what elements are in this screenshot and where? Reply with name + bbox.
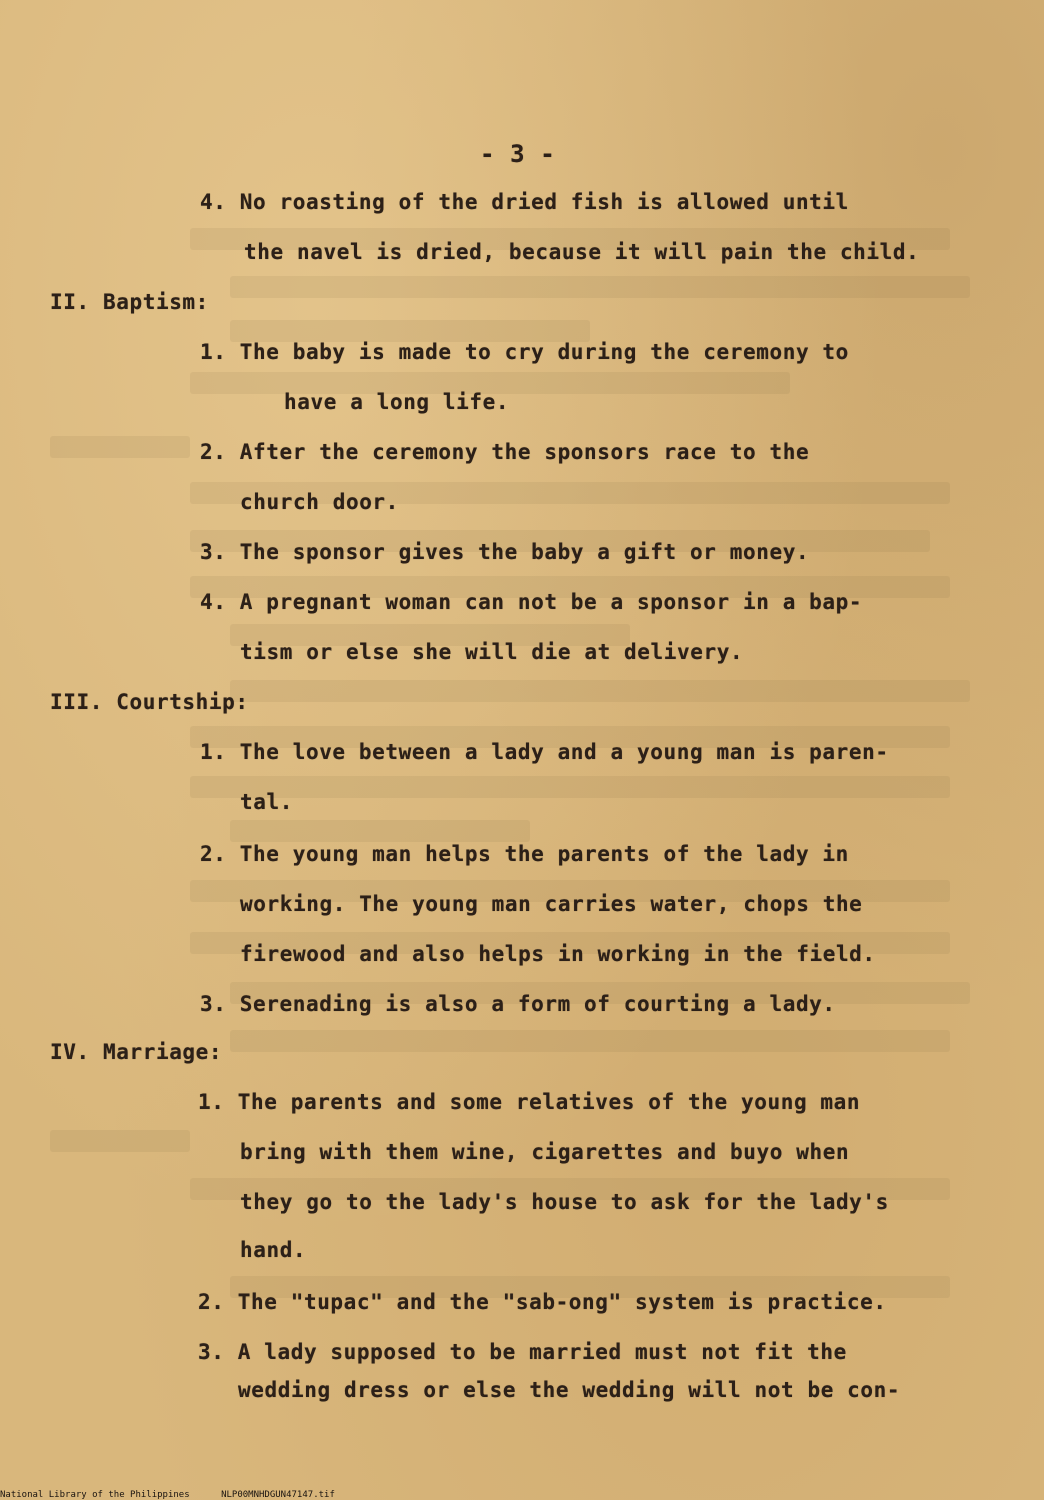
scan-footer — [0, 1490, 361, 1500]
text-line: 3. A lady supposed to be married must not fit the — [198, 1340, 847, 1364]
text-line: working. The young man carries water, chops the — [240, 892, 863, 916]
footer-library: National Library of the Philippines — [0, 1490, 190, 1500]
text-line: 3. The sponsor gives the baby a gift or money. — [200, 540, 810, 564]
text-line: church door. — [240, 490, 399, 514]
text-line: 1. The parents and some relatives of the young man — [198, 1090, 861, 1114]
text-line: hand. — [240, 1238, 307, 1262]
text-line: bring with them wine, cigarettes and buyo when — [240, 1140, 850, 1164]
text-line: they go to the lady's house to ask for the lady's — [240, 1190, 889, 1214]
text-line: 2. The young man helps the parents of the lady in — [200, 842, 849, 866]
text-line: 4. A pregnant woman can not be a sponsor in a bap- — [200, 590, 863, 614]
footer-filename: NLP00MNHDGUN47147.tif — [221, 1490, 335, 1500]
section-heading-courtship: III. Courtship: — [50, 690, 249, 714]
text-line: tal. — [240, 790, 293, 814]
text-line: tism or else she will die at delivery. — [240, 640, 744, 664]
text-line: 4. No roasting of the dried fish is allowed until — [200, 190, 849, 214]
text-line: 1. The love between a lady and a young man is paren- — [200, 740, 889, 764]
text-line: 3. Serenading is also a form of courting a lady. — [200, 992, 836, 1016]
page-number: - 3 - — [480, 140, 556, 168]
text-line: 2. After the ceremony the sponsors race to the — [200, 440, 810, 464]
section-heading-baptism: II. Baptism: — [50, 290, 209, 314]
text-line: have a long life. — [284, 390, 510, 414]
text-line: 2. The "tupac" and the "sab-ong" system is practice. — [198, 1290, 887, 1314]
text-line: 1. The baby is made to cry during the ceremony to — [200, 340, 849, 364]
section-heading-marriage: IV. Marriage: — [50, 1040, 223, 1064]
text-line: firewood and also helps in working in the field. — [240, 942, 876, 966]
text-line: the navel is dried, because it will pain the child. — [244, 240, 920, 264]
text-line: wedding dress or else the wedding will not be con- — [238, 1378, 901, 1402]
